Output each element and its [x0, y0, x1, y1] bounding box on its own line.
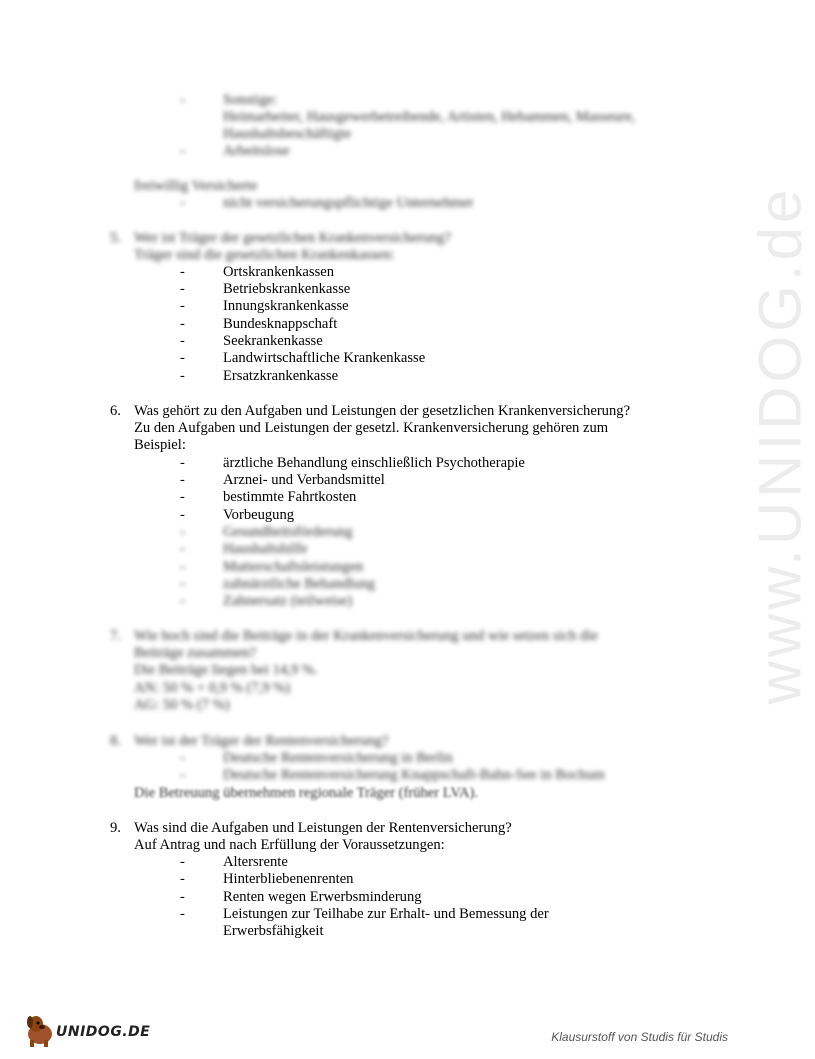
list-item: Mutterschaftsleistungen — [223, 559, 364, 575]
footer-tagline: Klausurstoff von Studis für Studis — [551, 1030, 728, 1044]
question-number: 5. — [110, 230, 121, 246]
answer-text: Auf Antrag und nach Erfüllung der Voraussetzungen: — [134, 837, 445, 853]
list-item: Sonstige: — [223, 92, 278, 108]
question-text: Wie hoch sind die Beiträge in der Krankenversicherung und wie setzen sich die — [134, 628, 598, 644]
answer-text: Die Betreuung übernehmen regionale Träger (früher LVA). — [134, 785, 479, 801]
list-item: Vorbeugung — [223, 507, 295, 523]
list-item-detail: Heimarbeiter, Hausgewerbetreibende, Artisten, Hebammen, Masseure, — [223, 109, 636, 125]
watermark: www.UNIDOG.de — [746, 185, 814, 705]
list-item: Gesundheitsförderung — [223, 524, 353, 540]
list-item: Arbeitslose — [223, 143, 290, 159]
list-item: Deutsche Rentenversicherung Knappschaft-Bahn-See in Bochum — [223, 767, 605, 783]
list-item: Ersatzkrankenkasse — [223, 368, 339, 384]
question-text: Wer ist der Träger der Rentenversicherung? — [134, 733, 389, 749]
list-item: Leistungen zur Teilhabe zur Erhalt- und Bemessung der — [223, 906, 549, 922]
list-item: Bundesknappschaft — [223, 316, 338, 332]
document-page: www.UNIDOG.de - Sonstige: Heimarbeiter, Hausgewerbetreibende, Artisten, Hebammen, Masseure, Haushaltsbeschäftigte - Arbeitslose freiwillig Versicherte - nicht versicherungspflichtige Unternehmer 5. Wer ist Träger der gesetzlichen Krankenversicherung? Träger sind die gesetzlichen Krankenkassen: - Ortskrankenkassen - Betriebskrankenkasse - Innungskrankenkasse - Bundesknappschaft - Seekrankenkasse - Landwirtschaftliche Krankenkasse - Ersatzkrankenkasse 6. Was gehört zu den Aufgaben und Leistungen der gesetzlichen Krankenversicherung? Zu den Aufgaben und Leistungen der gesetzl. Krankenversicherung gehören zum Beispiel: - ärztliche Behandlung einschließlich Psychotherapie - Arznei- und Verbandsmittel - bestimmte Fahrtkosten - Vorbeugung - Gesundheitsförderung - Haushaltshilfe - Mutterschaftsleistungen - zahnärztliche Behandlung - Zahnersatz (teilweise) 7. Wie hoch sind die Beiträge in der Krankenversicherung und wie setzen sich die Beiträge zusammen? Die Beiträge liegen bei 14,9 %. AN: 50 % + 0,9 % (7,9 %) AG: 50 % (7 %) 8. Wer ist der Träger der Rentenversicherung? - Deutsche Rentenversicherung in Berlin - Deutsche Rentenversicherung Knappschaft-Bahn-See in Bochum Die Betreuung übernehmen regionale Träger (früher LVA). 9. Was sind die Aufgaben und Leistungen der Rentenversicherung? Auf Antrag und nach Erfüllung der Voraussetzungen: - Altersrente - Hinterbliebenenrenten - Renten wegen Erwerbsminderung - Leistungen zur Teilhabe zur Erhalt- und Bemessung der Erwerbsfähigkeit UNIDOG.DE Klausurstoff von Studis für Studis — [0, 0, 750, 1059]
list-item-continuation: Erwerbsfähigkeit — [223, 923, 324, 939]
list-item: Haushaltshilfe — [223, 541, 308, 557]
paragraph: freiwillig Versicherte — [134, 178, 258, 194]
list-item: Innungskrankenkasse — [223, 298, 349, 314]
answer-text: AN: 50 % + 0,9 % (7,9 %) — [134, 680, 291, 696]
list-item: Hinterbliebenenrenten — [223, 871, 354, 887]
list-dash: - — [180, 195, 185, 211]
answer-text: Zu den Aufgaben und Leistungen der gesetzl. Krankenversicherung gehören zum — [134, 420, 609, 436]
list-item: Deutsche Rentenversicherung in Berlin — [223, 750, 453, 766]
answer-text: Träger sind die gesetzlichen Krankenkassen: — [134, 247, 395, 263]
list-item: Arznei- und Verbandsmittel — [223, 472, 385, 488]
question-text: Was sind die Aufgaben und Leistungen der Rentenversicherung? — [134, 820, 512, 836]
answer-text: Beispiel: — [134, 437, 186, 453]
list-dash: - — [180, 143, 185, 159]
list-item: bestimmte Fahrtkosten — [223, 489, 357, 505]
list-dash: - — [180, 92, 185, 108]
question-text: Was gehört zu den Aufgaben und Leistungen der gesetzlichen Krankenversicherung? — [134, 403, 631, 419]
answer-text: Die Beiträge liegen bei 14,9 %. — [134, 662, 318, 678]
question-number: 8. — [110, 733, 121, 749]
answer-text: AG: 50 % (7 %) — [134, 697, 230, 713]
question-text: Beiträge zusammen? — [134, 645, 256, 661]
question-text: Wer ist Träger der gesetzlichen Krankenversicherung? — [134, 230, 451, 246]
list-item: Zahnersatz (teilweise) — [223, 593, 353, 609]
list-item: Ortskrankenkassen — [223, 264, 335, 280]
list-item: nicht versicherungspflichtige Unternehmer — [223, 195, 474, 211]
list-item-detail: Haushaltsbeschäftigte — [223, 126, 352, 142]
list-item: ärztliche Behandlung einschließlich Psychotherapie — [223, 455, 525, 471]
question-number: 9. — [110, 820, 121, 836]
list-item: Altersrente — [223, 854, 288, 870]
list-item: Betriebskrankenkasse — [223, 281, 351, 297]
list-item: Landwirtschaftliche Krankenkasse — [223, 350, 426, 366]
list-item: Renten wegen Erwerbsminderung — [223, 889, 422, 905]
logo-text: UNIDOG.DE — [56, 1024, 151, 1040]
list-item: Seekrankenkasse — [223, 333, 323, 349]
list-item: zahnärztliche Behandlung — [223, 576, 375, 592]
question-number: 7. — [110, 628, 121, 644]
question-number: 6. — [110, 403, 121, 419]
